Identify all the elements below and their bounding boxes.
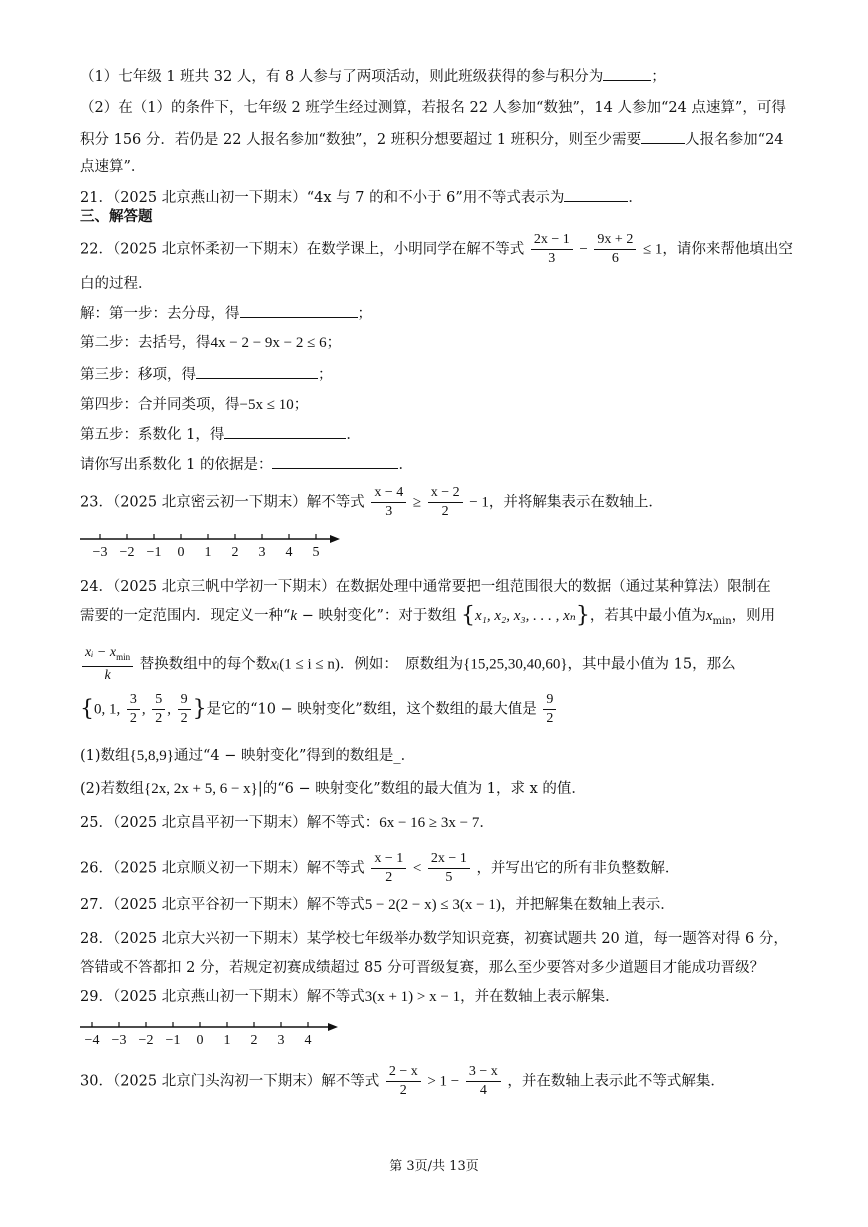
fraction: $\frac{3 - x}{4}$ [466,1064,501,1099]
q26: 26．（2025 北京顺义初一下期末）解不等式 $\frac{x - 1}{2}$ < $\frac{2x - 1}{5}$ ，并写出它的所有非负整数解． [80,851,680,885]
q25: 25．（2025 北京昌平初一下期末）解不等式：6x − 16 ≥ 3x − 7． [80,815,494,831]
q27: 27．（2025 北京平谷初一下期末）解不等式5 − 2(2 − x) ≤ 3(x − 1)，并把解集在数轴上表示． [80,897,675,913]
axis-tick-label: −1 [146,545,162,560]
axis-tick-label: 4 [285,545,293,560]
q24-line4: {0, 1, $\frac{3}{2}$ , $\frac{5}{2}$ , $\frac{9}{2}$ }是它的“10 − 映射变化”数组，这个数组的最大值是 $\frac{9}{2}$ [80,692,558,727]
fraction: $\frac{xᵢ - x_{min}}{k}$ [82,645,133,684]
q22-line2: 白的过程． [80,276,153,292]
q23-lead: 23．（2025 北京密云初一下期末）解不等式 $\frac{x - 4}{3}$ ≥ $\frac{x - 2}{2}$ − 1，并将解集表示在数轴上． [80,485,663,519]
axis-tick-label: 2 [250,1033,258,1048]
answer-blank[interactable] [603,66,651,81]
axis-tick-label: 3 [258,545,266,560]
q28-line1: 28．（2025 北京大兴初一下期末）某学校七年级举办数学知识竞赛，初赛试题共 20 道，每一题答对得 6 分， [80,931,788,947]
answer-blank[interactable] [641,129,685,144]
q22-basis: 请你写出系数化 1 的依据是： ． [80,454,413,475]
fraction: $\frac{x - 2}{2}$ [428,485,463,520]
fraction: $\frac{x - 4}{3}$ [371,485,406,520]
fraction: $\frac{2 - x}{2}$ [386,1064,421,1099]
q24-line3: $\frac{xᵢ - x_{min}}{k}$ 替换数组中的每个数xᵢ(1 ≤ i ≤ n)．例如： 原数组为{15,25,30,40,60}，其中最小值为 15，那么 [80,645,736,684]
q22-lead: 22．（2025 北京怀柔初一下期末）在数学课上，小明同学在解不等式 $\frac{2x - 1}{3}$ − $\frac{9x + 2}{6}$ ≤ 1，请你来帮他填出空 [80,232,793,266]
fraction: $\frac{9x + 2}{6}$ [594,232,636,267]
number-line [78,1016,348,1050]
q30: 30．（2025 北京门头沟初一下期末）解不等式 $\frac{2 - x}{2}$ > 1 − $\frac{3 - x}{4}$ ，并在数轴上表示此不等式解集． [80,1064,725,1098]
number-line [78,528,348,562]
axis-tick-label: 5 [312,545,320,560]
q24-line2: 需要的一定范围内．现定义一种“k − 映射变化”：对于数组 {x₁, x₂, x₃, . . . , xₙ}，若其中最小值为$x_{min}$，则用 [80,603,776,628]
answer-blank[interactable] [240,303,358,318]
q20-part1: （1）七年级 1 班共 32 人，有 8 人参与了两项活动，则此班级获得的参与积分为 ； [80,66,666,87]
axis-tick-label: −4 [84,1033,100,1048]
axis-tick-label: −3 [111,1033,127,1048]
answer-blank[interactable] [224,424,346,439]
q28-line2: 答错或不答都扣 2 分，若规定初赛成绩超过 85 分可晋级复赛，那么至少要答对多少道题目才能成功晋级？ [80,960,765,976]
section-title: 三、解答题 [80,209,153,225]
q22-step4: 第四步：合并同类项，得−5x ≤ 10； [80,397,309,413]
q22-step1: 解：第一步：去分母，得 ； [80,303,372,324]
fraction: $\frac{2x - 1}{5}$ [428,851,470,886]
fraction: $\frac{9}{2}$ [178,692,191,727]
q20-part2-line1: （2）在（1）的条件下，七年级 2 班学生经过测算，若报名 22 人参加“数独”，14 人参加“24 点速算”，可得 [80,100,786,116]
axis-tick-label: −1 [165,1033,181,1048]
fraction: $\frac{x - 1}{2}$ [371,851,406,886]
q20-part2-line2: 积分 156 分．若仍是 22 人报名参加“数独”，2 班积分想要超过 1 班积分，则至少需要 人报名参加“24 [80,129,784,150]
q21: 21．（2025 北京燕山初一下期末）“4x 与 7 的和不小于 6”用不等式表示为 ． [80,187,643,208]
q20-part2-line3: 点速算”． [80,159,146,175]
q24-line1: 24．（2025 北京三帆中学初一下期末）在数据处理中通常要把一组范围很大的数据（通过某种算法）限制在 [80,579,771,595]
q29: 29．（2025 北京燕山初一下期末）解不等式3(x + 1) > x − 1，并在数轴上表示解集． [80,989,620,1005]
q22-step5: 第五步：系数化 1，得 ． [80,424,361,445]
axis-tick-label: 0 [196,1033,204,1048]
axis-tick-label: 1 [204,545,212,560]
q24-part2: (2)若数组{2x, 2x + 5, 6 − x}|的“6 − 映射变化”数组的最大值为 1，求 x 的值． [80,781,586,797]
q24-part1: (1)数组{5,8,9}通过“4 − 映射变化”得到的数组是_． [80,748,416,764]
axis-tick-label: −2 [138,1033,154,1048]
fraction: $\frac{2x - 1}{3}$ [531,232,573,267]
fraction: $\frac{5}{2}$ [152,692,165,727]
fraction: $\frac{3}{2}$ [127,692,140,727]
axis-tick-label: −3 [92,545,108,560]
axis-tick-label: −2 [119,545,135,560]
axis-tick-label: 4 [304,1033,312,1048]
answer-blank[interactable] [196,364,318,379]
answer-blank[interactable] [272,454,398,469]
answer-blank[interactable] [564,187,628,202]
page-footer: 第 3页/共 13页 [389,1159,479,1174]
axis-tick-label: 2 [231,545,239,560]
axis-tick-label: 3 [277,1033,285,1048]
q22-step2: 第二步：去括号，得4x − 2 − 9x − 2 ≤ 6； [80,335,342,351]
fraction: $\frac{9}{2}$ [543,692,556,727]
axis-tick-label: 0 [177,545,185,560]
q22-step3: 第三步：移项，得 ； [80,364,333,385]
axis-tick-label: 1 [223,1033,231,1048]
